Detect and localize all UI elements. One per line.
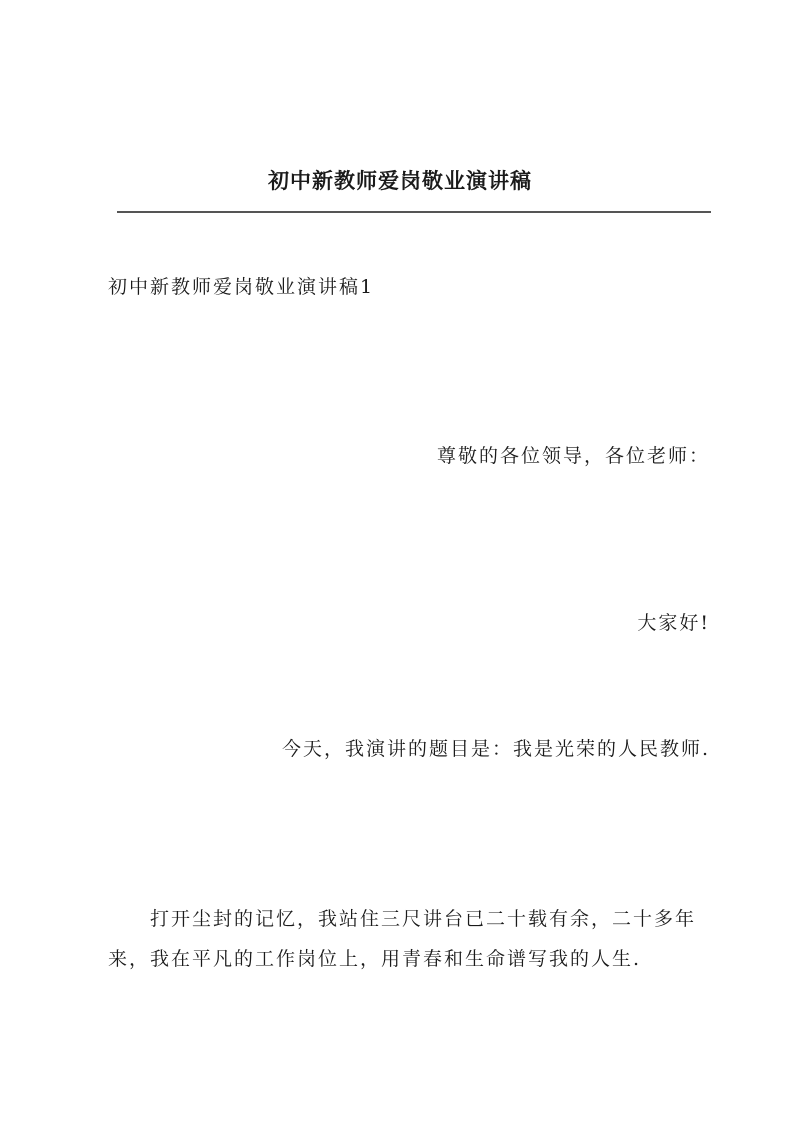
title-underline	[117, 211, 711, 213]
topic-line: 今天，我演讲的题目是：我是光荣的人民教师.	[281, 738, 710, 760]
paragraph-line: 来，我在平凡的工作岗位上，用青春和生命谱写我的人生.	[108, 948, 642, 970]
page-title: 初中新教师爱岗敬业演讲稿	[268, 168, 532, 193]
salutation-line: 尊敬的各位领导，各位老师：	[436, 445, 710, 467]
greeting-line: 大家好!	[637, 612, 710, 634]
paragraph-line: 打开尘封的记忆，我站住三尺讲台已二十载有余，二十多年	[150, 908, 697, 930]
section-heading: 初中新教师爱岗敬业演讲稿1	[108, 276, 375, 298]
body-paragraph	[108, 899, 710, 979]
